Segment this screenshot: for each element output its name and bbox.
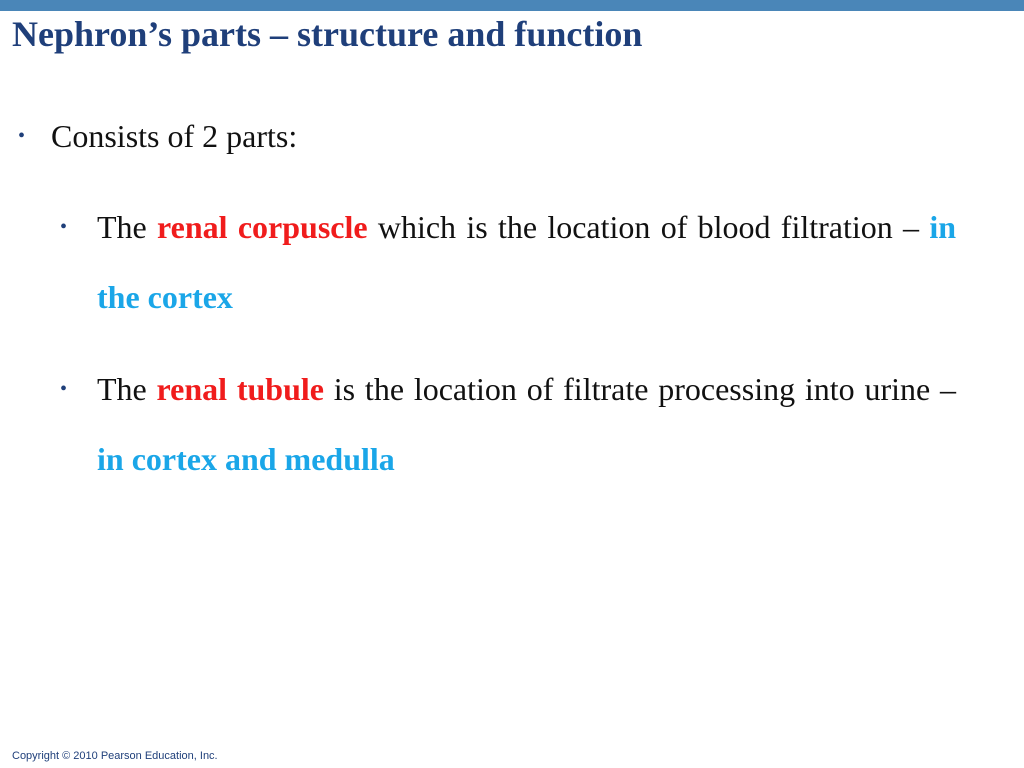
sub-bullet-description: is the location of filtrate processing into urine –	[324, 371, 957, 407]
slide-title: Nephron’s parts – structure and function	[12, 14, 643, 54]
copyright-footer: Copyright © 2010 Pearson Education, Inc.	[12, 750, 218, 762]
bullet-marker: •	[60, 216, 68, 238]
sub-bullet-lead: The	[97, 209, 158, 245]
location-cortex-medulla: in cortex and medulla	[97, 441, 395, 477]
term-renal-tubule: renal tubule	[156, 371, 324, 407]
term-renal-corpuscle: renal corpuscle	[157, 209, 368, 245]
bullet-marker: •	[60, 378, 68, 400]
top-accent-bar	[0, 0, 1024, 11]
sub-bullet-text	[97, 354, 956, 494]
location-cortex: in the cortex	[97, 209, 957, 315]
sub-bullet-renal-corpuscle	[60, 192, 956, 332]
sub-bullet-lead: The	[97, 371, 157, 407]
sub-bullet-renal-tubule	[60, 354, 956, 494]
bullet-marker: •	[18, 125, 26, 147]
sub-bullet-text	[97, 192, 956, 332]
sub-bullet-description: which is the location of blood filtration –	[367, 209, 930, 245]
main-bullet-text: Consists of 2 parts:	[51, 118, 298, 154]
